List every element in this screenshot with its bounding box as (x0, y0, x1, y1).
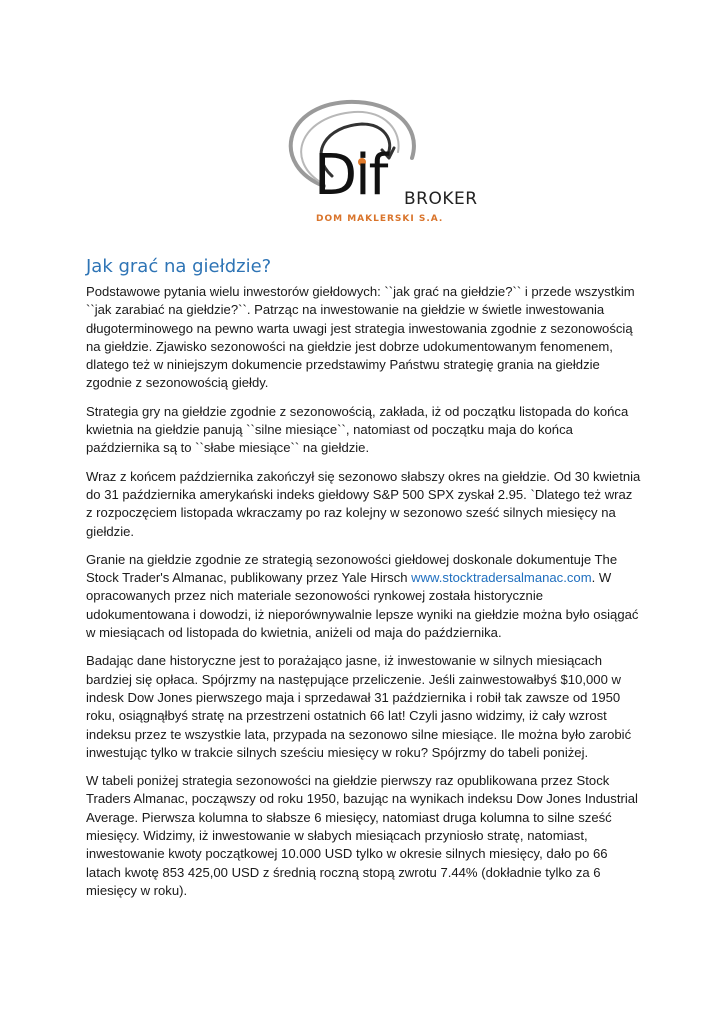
article-body (86, 283, 642, 910)
paragraph-strategy: Strategia gry na giełdzie zgodnie z sezonowością, zakłada, iż od początku listopada do końca kwietnia na giełdzie panują ``silne miesiące``, natomiast od początku maja do końca października są to ``słabe miesiące`` na giełdzie. (86, 403, 629, 456)
paragraph-almanac-end: . W opracowanych przez nich materiale sezonowości rynkowej została historycznie udokumentowana i dowodzi, iż nieporównywalnie lepsze wyniki na giełdzie można było osiągać w miesiącach od listopada do kwietnia, aniżeli od maja do października. (86, 570, 639, 641)
paragraph-table-intro: W tabeli poniżej strategia sezonowości na giełdzie pierwszy raz opublikowana przez Stock Traders Almanac, począwszy od roku 1950, bazując na wynikach indeksu Dow Jones Industrial Average. Pierwsza kolumna to słabsze 6 miesięcy, natomiast druga kolumna to silne sześć miesięcy. Widzimy, iż inwestowanie w słabych miesiącach przyniosło stratę, natomiast, inwestowanie kwoty początkowej 10.000 USD tylko w okresie silnych miesięcy, dało po 66 latach kwotę 853 425,00 USD z średnią roczną stopą zwrotu 7.44% (dokładnie tylko za 6 miesięcy w roku). (86, 773, 638, 898)
paragraph-october: Wraz z końcem października zakończył się sezonowo słabszy okres na giełdzie. Od 30 kwietnia do 31 października amerykański indeks giełdowy S&P 500 SPX zyskał 2.95. `Dlatego też wraz z rozpoczęciem listopada wkraczamy po raz kolejny w sezonowo sześć silnych miesięcy na giełdzie. (86, 468, 641, 539)
logo-brand-sub: BROKER (404, 189, 478, 209)
paragraph-historical: Badając dane historyczne jest to porażająco jasne, iż inwestowanie w silnych miesiącach bardziej się opłaca. Spójrzmy na następujące przeliczenie. Jeśli zainwestowałbyś $10,000 w indesk Dow Jones pierwszego maja i sprzedawał 31 października i robił tak zawsze od 1950 roku, osiągnąłbyś stratę na przestrzeni ostatnich 66 lat! Czyli jasno widzimy, iż cały wzrost indeksu przez te wszystkie lata, przypada na sezonowo silne miesiące. Ile można było zarobić inwestując tylko w trakcie silnych sześciu miesięcy w roku? Spójrzmy do tabeli poniżej. (86, 653, 632, 760)
page-title: Jak grać na giełdzie? (86, 256, 272, 277)
almanac-link[interactable]: www.stocktradersalmanac.com (411, 570, 592, 586)
paragraph-almanac-start: Granie na giełdzie zgodnie ze strategią sezonowości giełdowej doskonale dokumentuje The Stock Trader's Almanac, publikowany przez Yale Hirsch (86, 551, 618, 586)
company-logo (262, 96, 478, 236)
logo-brand-main: Dif (314, 143, 387, 208)
logo-brand-tagline: DOM MAKLERSKI S.A. (316, 214, 444, 224)
paragraph-almanac (86, 551, 642, 642)
paragraph-intro: Podstawowe pytania wielu inwestorów giełdowych: ``jak grać na giełdzie?`` i przede wszystkim ``jak zarabiać na giełdzie?``. Patrząc na inwestowanie na giełdzie w świetle inwestowania długoterminowego na pewno warta uwagi jest strategia inwestowania zgodnie z sezonowością na giełdzie. Zjawisko sezonowości na giełdzie jest dobrze udokumentowanym fenomenem, dlatego też w niniejszym dokumencie przedstawimy Państwu strategię grania na giełdzie zgodnie z sezonowością giełdy. (86, 284, 635, 391)
